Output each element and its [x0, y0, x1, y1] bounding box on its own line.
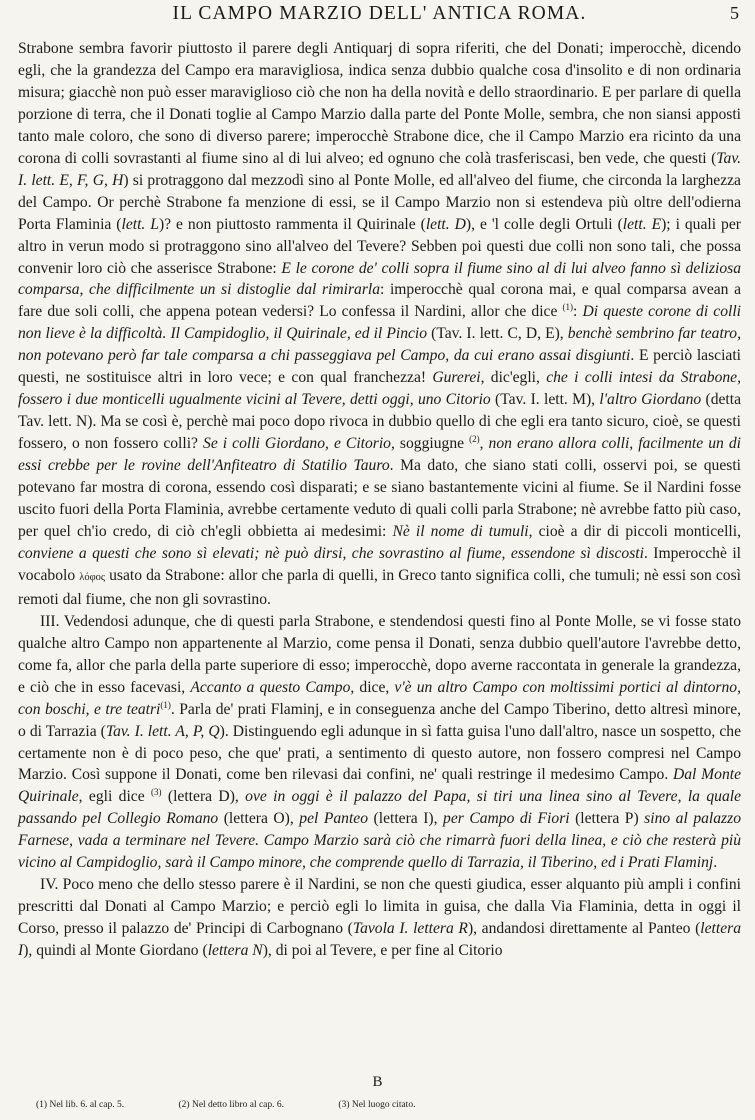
page-number: 5	[730, 3, 739, 23]
text-run: , dice,	[350, 678, 395, 696]
paragraph	[18, 874, 741, 962]
italic-quote: l'altro Giordano	[599, 391, 702, 409]
text-run: ). Distinguendo egli adunque in sì fatta guisa l'uno dall'altro, nasce un sospetto, che certamente non è di poco peso, che que' prati, a sentimento di questo autore, non fossero compresi nel Campo Marzio. Così suppone il Donati, come ben rilevasi dai confini, ne' quali restringe il medesimo Campo.	[18, 722, 742, 784]
text-run: . Ma dato, che siano stati colli, osservi poi, se questi potevano far mostra di corona, essendo così disparati; e se siano bastantemente vicini al fiume. Se il Nardini fosse uscito fuori della Porta Flaminia, avrebbe certamente veduto di quali colli parla Strabone; nè avrebbe fatto più caso, per quel ch'io credo, di ciò ch'egli obbietta ai medesimi:	[18, 457, 741, 540]
text-run: ), quindi al Monte Giordano (	[23, 942, 208, 960]
text-run: , cioè a dir di piccoli monticelli,	[528, 522, 741, 540]
text-run: , dic'egli,	[480, 369, 547, 387]
italic-quote: lett. D	[425, 215, 466, 233]
italic-quote: Di queste corone di colli non lieve è la difficoltà. Il Campidoglio, il Quirinale, ed il Pincio	[18, 303, 741, 343]
text-run: , soggiugne	[390, 435, 470, 453]
text-run: , egli dice	[78, 788, 152, 806]
text-run: IV. Poco meno che dello stesso parere è il Nardini, se non che questi giudica, esser alquanto più ampli i confini prescritti dal Donati al Campo Marzio; e perciò egli lo limita in guisa, che dalla Via Flaminia, detta in oggi il Corso, presso il palazzo de' Principi di Carbognano (	[18, 876, 741, 938]
text-run: :	[573, 303, 583, 321]
text-run: (lettera D),	[161, 788, 246, 806]
italic-quote: lettera N	[207, 942, 263, 960]
text-run: usato da Strabone: allor che parla di quelli, in Greco tanto significa colli, che tumuli; nè essi son così remoti dal fiume, che non gli sovrastino.	[18, 566, 741, 608]
italic-quote: pel Panteo	[299, 810, 369, 828]
text-run: (lettera P)	[569, 810, 645, 828]
italic-quote: Gurerei	[432, 369, 481, 387]
text-run: ) si protraggono dal mezzodì sino al Ponte Molle, ed all'alveo del fiume, che circonda la larghezza del Campo. Or perchè Strabone fa menzione di essi, se il Campo Marzio non si estendeva più oltre dell'odierna Porta Flaminia (	[18, 171, 741, 233]
italic-quote: Accanto a questo Campo	[190, 678, 351, 696]
text-run: . Parla de' prati Flaminj, e in conseguenza anche del Campo Tiberino, detto altresì minore, o di Tarrazia (	[18, 700, 742, 740]
signature-mark: B	[372, 1074, 383, 1090]
footnote-ref: (3)	[151, 787, 162, 798]
italic-quote: Tav. I. lett. A, P, Q	[105, 722, 220, 740]
italic-quote: benchè sembrino far teatro, non potevano però far tale comparsa a chi passeggiava pel Campo, da cui erano assai disgiunti	[18, 325, 741, 365]
text-run: (detta Tav. lett. N). Ma se così è, perchè mai poco dopo rivoca in dubbio quello di che egli era tanto sicuro, cioè, se questi fossero, o non fossero colli?	[18, 391, 741, 453]
italic-quote: Dal Monte Quirinale	[18, 766, 741, 806]
body-text	[18, 38, 741, 962]
text-run: Strabone sembra favorir piuttosto il parere degli Antiquarj di sopra riferiti, che del Donati; imperocchè, dicendo egli, che la grandezza del Campo era maravigliosa, indica senza dubbio qualche cosa d'insolito e di non ordinaria misura; giacchè non può esser maraviglioso ciò che non ha della novità e dello straordinario. E per parlare di quella porzione di terra, che il Donati toglie al Campo Marzio dalla parte del Ponte Molle, sembra, che non siansi apposti tanto male coloro, che sono di diverso parere; imperocchè Strabone dice, che il Campo Marzio era ricinto da una corona di colli sovrastanti al fiume sino al di lui alveo; ed ognuno che colà trasferiscasi, ben vede, che questi (	[18, 40, 741, 167]
italic-quote: v'è un altro Campo con moltissimi portici al dintorno, con boschi, e tre teatri	[18, 678, 741, 718]
text-run: .	[713, 854, 718, 872]
text-run: : imperocchè qual corona mai, e qual comparsa avean a fare due soli colli, che appena potean vedersi? Lo confessa il Nardini, allor che dice	[18, 281, 742, 321]
running-head	[18, 0, 741, 28]
italic-quote: lett. E	[622, 215, 662, 233]
italic-quote: Tavola I. lettera R	[352, 920, 468, 938]
italic-quote: lettera I	[18, 920, 741, 960]
footnote-ref: (1)	[160, 699, 171, 710]
italic-quote: E le corone de' colli sopra il fiume sino al di lui alveo fanno sì deliziosa comparsa, che difficilmente un si distoglie dal rimirarla	[18, 259, 742, 299]
page-title: IL CAMPO MARZIO DELL' ANTICA ROMA.	[172, 3, 587, 24]
italic-quote: non erano allora colli, facilmente un di essi crebbe per le rovine dell'Anfiteatro di Statilio Tauro	[18, 435, 741, 475]
footnote: (2) Nel detto libro al cap. 6.	[178, 1100, 285, 1110]
italic-quote: conviene a questi che sono sì elevati; nè può dirsi, che sovrastino al fiume, essendone sì discosti	[18, 544, 644, 562]
text-run: (lettera I),	[368, 810, 444, 828]
text-run: (Tav. I. lett. C, D, E),	[427, 325, 568, 343]
text-run: ), andandosi direttamente al Panteo (	[467, 920, 701, 938]
paragraph	[18, 38, 741, 611]
text-run: ), di poi al Tevere, e per fine al Citorio	[262, 942, 503, 960]
italic-quote: Tav. I. lett. E, F, G, H	[18, 149, 741, 189]
italic-quote: Nè il nome di tumuli	[392, 522, 529, 540]
italic-quote: per Campo di Fiori	[443, 810, 570, 828]
italic-quote: che i colli intesi da Strabone, fossero i due monticelli ugualmente vicini al Tevere, detti oggi, uno Citorio	[18, 369, 741, 409]
text-run: ), e 'l colle degli Ortuli (	[465, 215, 623, 233]
italic-quote: sino al palazzo Farnese, vada a terminare nel Tevere. Campo Marzio sarà ciò che rimarrà fuori della linea, e ciò che resterà più vicino al Campidoglio, sarà il Campo minore, che comprende quello di Tarrazia, il Tiberino, ed i Prati Flaminj	[18, 810, 741, 872]
footnote-ref: (1)	[562, 302, 574, 313]
text-run: . Imperocchè il vocabolo	[18, 544, 741, 584]
text-run: ,	[479, 435, 489, 453]
text-run: (lettera O),	[218, 810, 300, 828]
text-run: λόφος	[79, 571, 106, 583]
text-run: )? e non piuttosto rammenta il Quirinale (	[158, 215, 426, 233]
text-run: (Tav. I. lett. M),	[490, 391, 600, 409]
footnotes	[36, 1100, 736, 1110]
footnote: (3) Nel luogo citato.	[338, 1100, 416, 1110]
italic-quote: lett. L	[121, 215, 159, 233]
text-run: . E perciò lasciati questi, ne sostituisce altri in loro vece; e con qual franchezza!	[18, 347, 741, 387]
paragraph	[18, 611, 741, 874]
text-run: III. Vedendosi adunque, che di questi parla Strabone, e stendendosi questi fino al Ponte Molle, se vi fosse stato qualche altro Campo non appartenente al Marzio, come pensa il Donati, senza dubbio quell'autore l'avrebbe detto, come fa, allor che parla della parte superiore di esso; imperocchè, dopo averne raccontata in generale la grandezza, e ciò che in esso facevasi,	[18, 612, 741, 696]
footnote-ref: (2)	[469, 433, 480, 444]
footnote: (1) Nel lib. 6. al cap. 5.	[36, 1100, 125, 1110]
italic-quote: Se i colli Giordano, e Citorio	[203, 435, 391, 453]
italic-quote: ove in oggi è il palazzo del Papa, si tiri una linea sino al Tevere, la quale passando pel Collegio Romano	[18, 788, 741, 828]
text-run: ); i quali per altro in verun modo si protraggono sino all'alveo del Tevere? Sebben poi questi due colli non sono tali, che possa convenir loro ciò che asserisce Strabone:	[18, 215, 741, 277]
